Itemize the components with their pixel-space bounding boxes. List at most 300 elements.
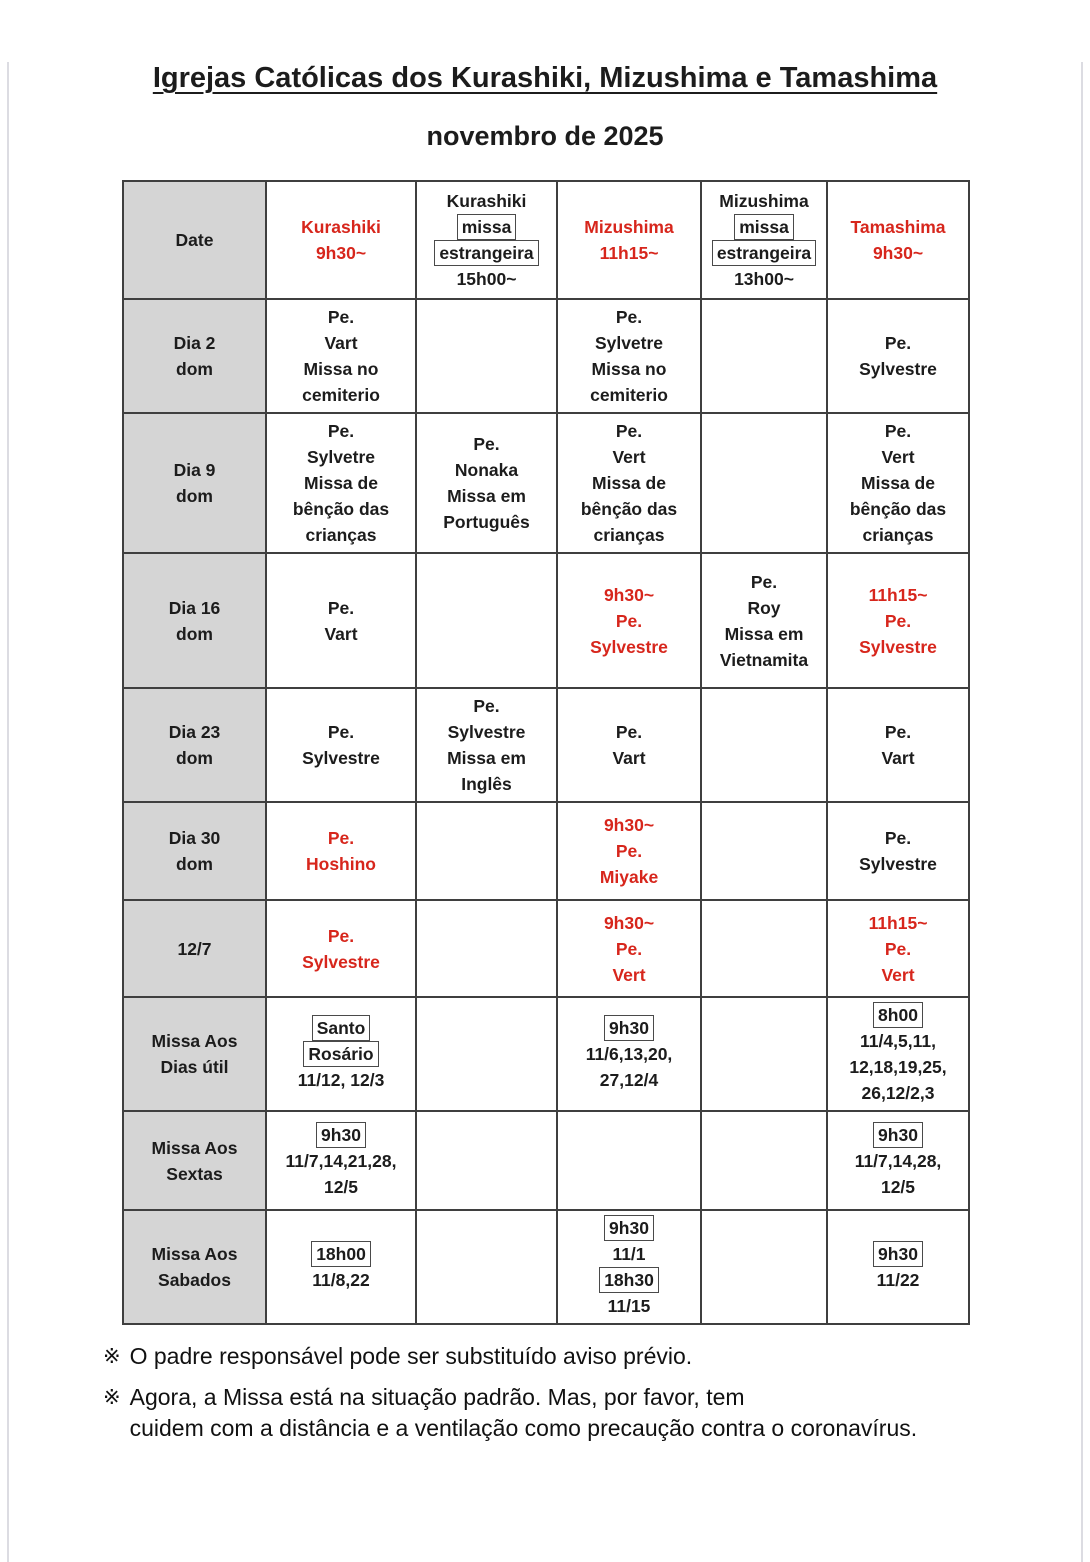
schedule-cell [827,553,969,688]
cell-line [419,457,554,483]
schedule-cell [266,900,416,997]
cell-text: Miyake [599,867,659,887]
cell-text: Sextas [166,1163,223,1184]
cell-text: dom [176,359,213,379]
cell-line [269,496,413,522]
table-row [123,802,969,900]
cell-text: Pe. [884,722,912,742]
boxed-label: missa [734,214,794,240]
footnote [103,1341,1023,1372]
schedule-cell [416,900,557,997]
cell-line [560,330,698,356]
cell-line [126,851,263,877]
cell-text: Sylvestre [859,636,937,657]
cell-text: 11h15~ [868,584,928,605]
cell-line [704,621,824,647]
schedule-cell [827,802,969,900]
cell-line [830,1267,966,1293]
schedule-cell [701,802,827,900]
cell-text: Vietnamita [719,649,809,670]
cell-line [126,825,263,851]
cell-text: dom [176,623,213,644]
cell-line [269,470,413,496]
schedule-table-body [123,181,969,1324]
cell-text: Dias útil [160,1057,229,1077]
cell-text: Sylvestre [859,854,937,874]
cell-line [560,1293,698,1319]
cell-line [830,522,966,548]
cell-text: Dia 30 [168,828,221,848]
cell-text: Dia 16 [168,597,221,618]
cell-line [560,719,698,745]
cell-text: Pe. [615,841,643,861]
schedule-cell [416,997,557,1111]
cell-line [269,825,413,851]
cell-line [419,214,554,240]
schedule-cell [701,413,827,553]
cell-text: Missa em [447,486,526,506]
cell-text: 9h30~ [872,243,924,263]
cell-line [560,382,698,408]
cell-text: Vart [324,623,358,644]
boxed-label: 9h30 [604,1015,654,1041]
column-header-0 [266,181,416,299]
schedule-cell [416,802,557,900]
cell-text: bênção das [849,499,947,519]
boxed-label: 9h30 [316,1122,366,1148]
cell-line [269,1041,413,1067]
cell-text: Sabados [158,1270,231,1290]
row-label [123,299,266,413]
cell-text: 11/22 [876,1270,920,1290]
cell-text: Mizushima [584,217,674,237]
cell-text: Nonaka [454,460,519,480]
cell-line [830,1148,966,1174]
cell-text: 11/1 [612,1244,646,1264]
cell-line [830,910,966,936]
schedule-cell [701,900,827,997]
cell-line [126,745,263,771]
cell-line [830,496,966,522]
schedule-cell [827,1210,969,1324]
cell-line [126,1267,263,1293]
table-row [123,688,969,802]
row-label [123,900,266,997]
cell-line [830,634,966,660]
cell-line [269,719,413,745]
cell-line [560,1067,698,1093]
cell-text: Inglês [461,774,512,794]
cell-line [830,936,966,962]
cell-line [560,936,698,962]
cell-line [830,825,966,851]
schedule-cell [557,553,701,688]
cell-line [560,910,698,936]
cell-text: 11/8,22 [312,1270,370,1290]
cell-text: Vart [324,333,358,353]
boxed-label: 18h00 [311,1241,371,1267]
cell-text: 9h30~ [603,912,655,933]
cell-text: 11h15~ [599,243,659,263]
cell-text: Vart [881,748,915,768]
cell-text: Missa em [447,748,526,768]
cell-text: Kurashiki [446,191,527,211]
cell-text: Roy [747,597,781,618]
cell-text: Pe. [884,938,912,959]
cell-text: 11/6,13,20, [585,1044,673,1064]
cell-text: Missa Aos [151,1031,238,1051]
cell-line [126,227,263,253]
schedule-cell [827,299,969,413]
table-row [123,1111,969,1210]
cell-line [269,382,413,408]
row-label [123,413,266,553]
cell-text: 15h00~ [456,269,517,289]
table-row [123,997,969,1111]
cell-line [126,1135,263,1161]
cell-line [830,582,966,608]
cell-text: Missa no [591,359,667,379]
cell-line [269,621,413,647]
schedule-cell [416,1210,557,1324]
cell-text: Pe. [615,722,643,742]
cell-line [269,522,413,548]
schedule-cell [266,299,416,413]
cell-text: Dia 23 [168,722,221,742]
row-label [123,553,266,688]
cell-line [269,444,413,470]
cell-line [830,851,966,877]
cell-line [269,923,413,949]
cell-line [830,1174,966,1200]
cell-line [419,240,554,266]
schedule-cell [266,553,416,688]
schedule-cell [701,553,827,688]
schedule-cell [266,997,416,1111]
cell-line [269,1241,413,1267]
date-header-cell [123,181,266,299]
cell-text: Vart [612,748,646,768]
cell-line [269,595,413,621]
cell-text: Missa no [303,359,379,379]
table-row [123,553,969,688]
schedule-cell [701,1111,827,1210]
cell-text: Date [175,230,214,250]
table-row [123,900,969,997]
cell-line [560,522,698,548]
cell-line [560,962,698,988]
cell-text: 27,12/4 [599,1070,659,1090]
cell-line [419,693,554,719]
cell-line [560,608,698,634]
cell-text: Pe. [473,434,500,454]
cell-line [704,569,824,595]
row-label [123,1111,266,1210]
column-header-4 [827,181,969,299]
cell-text: Missa Aos [151,1137,238,1158]
cell-line [269,304,413,330]
schedule-cell [266,413,416,553]
cell-text: Pe. [615,610,643,631]
cell-line [830,214,966,240]
cell-text: dom [176,486,213,506]
reference-mark: ※ [103,1345,121,1368]
cell-line [830,1054,966,1080]
page-left-edge [7,62,9,1562]
cell-line [560,214,698,240]
schedule-cell [557,413,701,553]
cell-line [704,595,824,621]
schedule-cell [416,299,557,413]
cell-line [269,1148,413,1174]
boxed-label: 9h30 [873,1241,923,1267]
cell-line [704,214,824,240]
schedule-cell [266,1210,416,1324]
cell-text: 11h15~ [868,912,928,933]
schedule-cell [557,688,701,802]
table-row [123,1210,969,1324]
boxed-label: missa [457,214,517,240]
cell-text: Kurashiki [301,217,381,237]
cell-text: Pe. [327,828,355,848]
row-label [123,997,266,1111]
cell-text: 9h30~ [603,815,655,835]
cell-line [126,483,263,509]
cell-text: Sylvestre [302,951,380,972]
cell-line [830,1122,966,1148]
schedule-cell [557,1111,701,1210]
cell-line [269,418,413,444]
cell-text: Missa em [724,623,804,644]
cell-text: Vert [881,447,915,467]
cell-text: Pe. [327,925,355,946]
cell-line [704,240,824,266]
cell-line [126,621,263,647]
cell-line [560,838,698,864]
cell-text: 11/7,14,21,28, [285,1150,397,1171]
cell-text: Vert [612,447,646,467]
cell-text: 13h00~ [734,269,794,289]
cell-line [560,1015,698,1041]
boxed-label: 8h00 [873,1002,923,1028]
cell-text: Português [443,512,530,532]
column-header-3 [701,181,827,299]
cell-line [126,356,263,382]
cell-line [560,304,698,330]
cell-text: Dia 2 [173,333,216,353]
cell-text: Vert [881,964,915,985]
cell-text: crianças [305,525,377,545]
cell-line [560,444,698,470]
cell-text: bênção das [292,499,390,519]
cell-line [126,595,263,621]
schedule-cell [557,1210,701,1324]
cell-text: Pe. [327,307,355,327]
column-header-1 [416,181,557,299]
cell-line [830,330,966,356]
boxed-label: 9h30 [873,1122,923,1148]
cell-line [269,240,413,266]
cell-line [830,1080,966,1106]
table-row [123,413,969,553]
cell-line [269,1067,413,1093]
cell-text: Pe. [884,333,912,353]
cell-text: Pe. [884,610,912,631]
cell-text: cemiterio [302,385,380,405]
schedule-cell [557,299,701,413]
schedule-cell [557,802,701,900]
cell-line [830,1028,966,1054]
cell-text: Missa de [861,473,935,493]
footnote-text: Agora, a Missa está na situação padrão. Mas, por favor, tem cuidem com a distância e a ventilação como precaução contra o coronavírus. [129,1384,918,1441]
cell-line [126,1054,263,1080]
cell-line [419,188,554,214]
cell-line [830,470,966,496]
boxed-label: estrangeira [712,240,816,266]
schedule-cell [416,553,557,688]
schedule-cell [416,413,557,553]
cell-text: 12/5 [323,1176,359,1197]
cell-line [269,851,413,877]
table-row [123,299,969,413]
cell-text: Hoshino [306,854,376,874]
cell-text: Pe. [884,421,912,441]
schedule-cell [701,688,827,802]
cell-text: Sylvestre [447,722,526,742]
cell-line [704,266,824,292]
cell-line [419,719,554,745]
cell-text: Tamashima [850,217,946,237]
cell-line [269,214,413,240]
cell-line [126,1161,263,1187]
cell-line [419,431,554,457]
cell-text: 11/4,5,11, [860,1031,936,1051]
page-title: Igrejas Católicas dos Kurashiki, Mizushima e Tamashima [152,62,938,94]
cell-line [560,356,698,382]
cell-line [126,330,263,356]
cell-line [830,1002,966,1028]
cell-line [269,330,413,356]
cell-text: 11/7,14,28, [854,1150,942,1171]
schedule-cell [416,688,557,802]
cell-text: 26,12/2,3 [861,1083,935,1103]
cell-text: Pe. [327,421,355,441]
cell-line [126,719,263,745]
schedule-cell [827,997,969,1111]
cell-text: Sylvetre [594,333,664,353]
cell-text: Pe. [750,571,778,592]
cell-line [560,418,698,444]
cell-line [126,1028,263,1054]
boxed-label: Santo [312,1015,371,1041]
cell-line [560,1267,698,1293]
cell-text: Sylvestre [302,748,380,768]
cell-line [560,1041,698,1067]
reference-mark: ※ [103,1386,121,1409]
cell-line [560,634,698,660]
cell-text: Sylvetre [306,447,376,467]
cell-line [269,1267,413,1293]
cell-line [560,1241,698,1267]
cell-text: Pe. [615,307,643,327]
schedule-cell [416,1111,557,1210]
boxed-label: 9h30 [604,1215,654,1241]
cell-line [704,647,824,673]
page-subtitle: novembro de 2025 [426,121,664,151]
cell-text: Pe. [615,938,643,959]
cell-text: 11/15 [607,1296,651,1316]
cell-line [830,418,966,444]
cell-line [419,771,554,797]
boxed-label: 18h30 [599,1267,659,1293]
boxed-label: Rosário [303,1041,378,1067]
cell-line [830,240,966,266]
cell-line [560,1215,698,1241]
row-label [123,802,266,900]
row-label [123,688,266,802]
cell-line [126,1241,263,1267]
schedule-cell [557,900,701,997]
cell-line [419,509,554,535]
schedule-cell [701,299,827,413]
cell-text: Pe. [884,828,912,848]
cell-text: 9h30~ [603,584,655,605]
cell-text: dom [176,748,213,768]
cell-text: crianças [593,525,665,545]
page-right-edge [1081,62,1083,1562]
cell-line [126,457,263,483]
schedule-cell [266,802,416,900]
cell-line [560,496,698,522]
cell-line [830,719,966,745]
cell-line [419,483,554,509]
cell-line [126,936,263,962]
cell-line [830,745,966,771]
cell-line [269,1015,413,1041]
cell-line [269,1174,413,1200]
footnotes [103,1341,1023,1444]
footnote-text: O padre responsável pode ser substituído aviso prévio. [129,1343,693,1369]
cell-line [560,864,698,890]
cell-text: Sylvestre [590,636,668,657]
schedule-cell [266,688,416,802]
schedule-cell [827,413,969,553]
cell-line [419,266,554,292]
cell-line [560,582,698,608]
schedule-cell [701,1210,827,1324]
cell-line [269,949,413,975]
cell-line [830,356,966,382]
schedule-cell [266,1111,416,1210]
cell-text: 9h30~ [315,243,367,263]
cell-line [269,1122,413,1148]
cell-text: Missa de [592,473,666,493]
cell-line [560,470,698,496]
cell-text: 12/7 [177,938,212,959]
cell-line [560,745,698,771]
schedule-cell [827,1111,969,1210]
footnote [103,1382,1023,1444]
cell-text: Pe. [473,696,500,716]
cell-line [830,444,966,470]
cell-text: Mizushima [719,191,809,211]
cell-text: bênção das [580,499,678,519]
table-header-row [123,181,969,299]
cell-text: 12,18,19,25, [849,1057,947,1077]
schedule-table [122,180,970,1325]
cell-line [560,240,698,266]
cell-line [830,962,966,988]
